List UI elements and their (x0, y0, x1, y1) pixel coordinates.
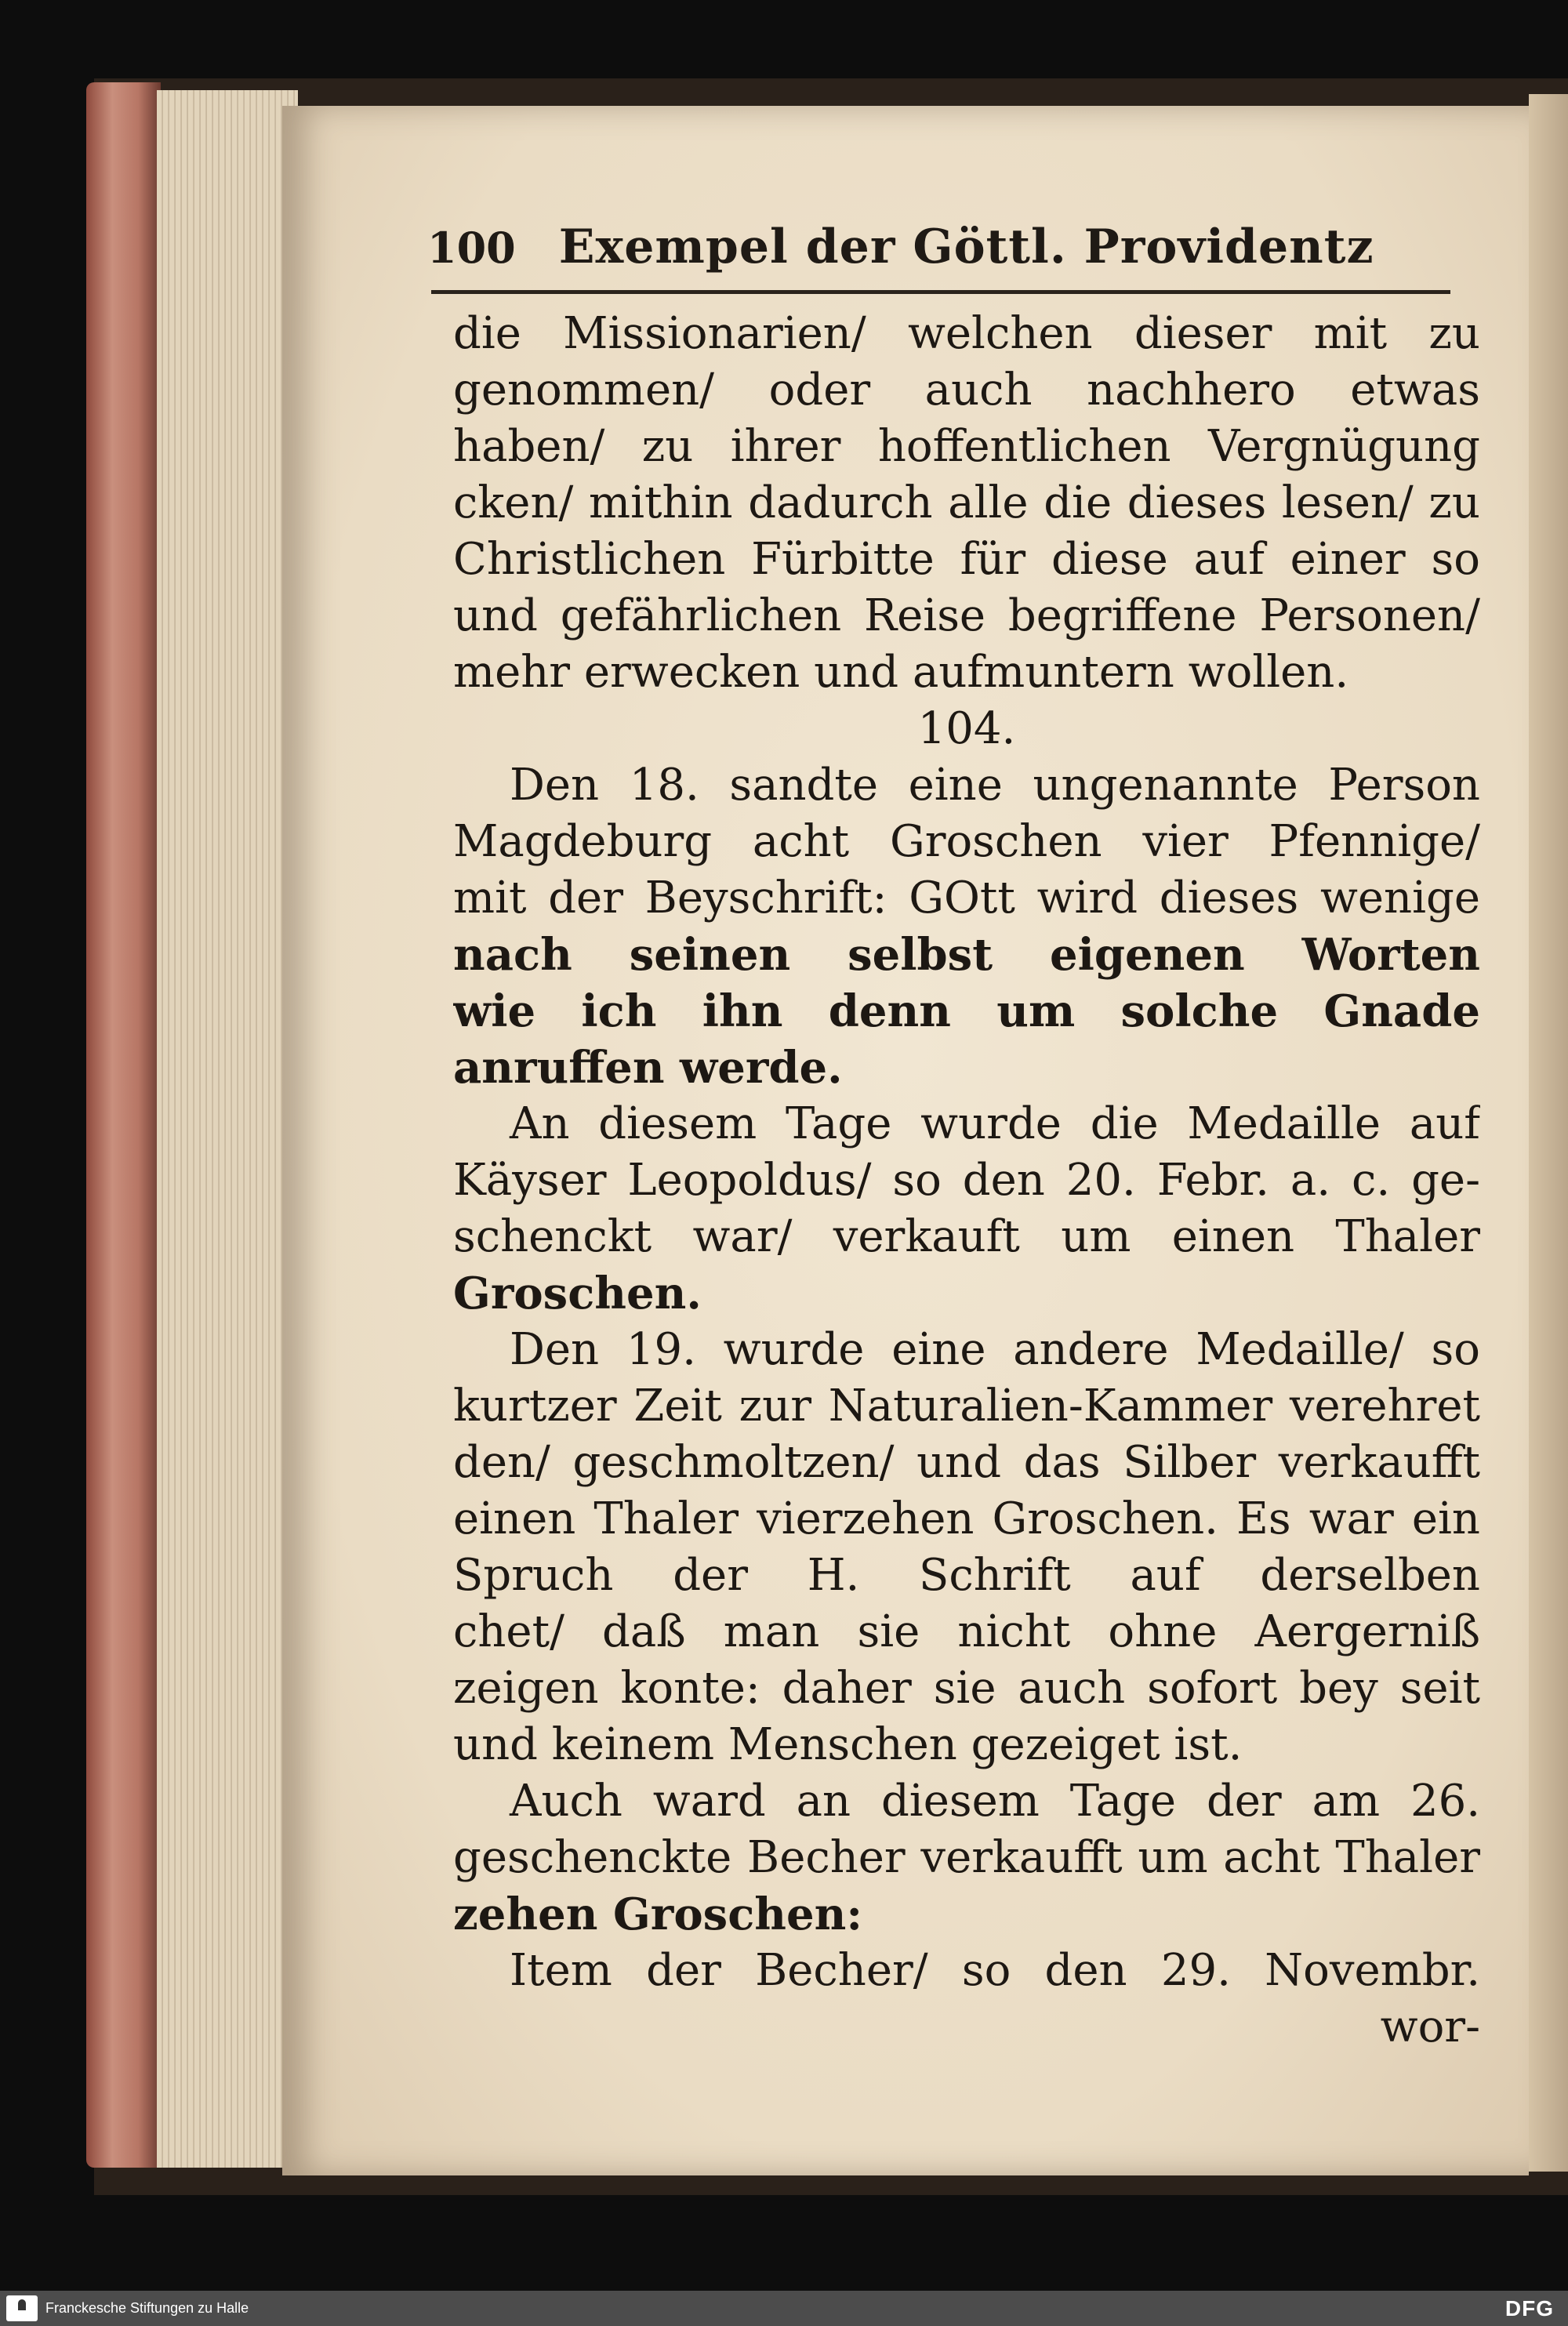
text-line: wor- (1380, 2001, 1480, 2052)
facing-page-edge (1529, 94, 1568, 2172)
text-line: genommen/ oder auch nachhero etwas (453, 365, 1480, 415)
viewer-footer (0, 2291, 1568, 2326)
text-line: zeigen konte: daher sie auch sofort bey seit (453, 1663, 1480, 1714)
text-line: Christlichen Fürbitte für diese auf einer so (453, 534, 1480, 585)
page-number: 100 (427, 223, 516, 273)
text-line: geschenckte Becher verkaufft um acht Thaler (453, 1832, 1480, 1883)
text-line: mit der Beyschrift: GOtt wird dieses wenige (453, 873, 1480, 924)
text-line: 104. (917, 703, 1016, 754)
running-title: Exempel der Göttl. Providentz (558, 220, 1374, 274)
text-line: wie ich ihn denn um solche Gnade (453, 985, 1480, 1037)
text-line: chet/ daß man sie nicht ohne Aergerniß (453, 1606, 1480, 1657)
text-line: und gefährlichen Reise begriffene Personen/ (453, 590, 1480, 641)
text-line: Magdeburg acht Groschen vier Pfennige/ (453, 816, 1480, 867)
body-text (453, 306, 1480, 2056)
header-rule (431, 290, 1450, 294)
text-line: und keinem Menschen gezeiget ist. (453, 1719, 1243, 1770)
text-line: Käyser Leopoldus/ so den 20. Febr. a. c. ge- (453, 1155, 1480, 1206)
text-line: An diesem Tage wurde die Medaille auf (510, 1098, 1480, 1149)
text-line: mehr erwecken und aufmuntern wollen. (453, 647, 1349, 698)
book-cover-edge (86, 82, 161, 2168)
institution-logo-icon (6, 2295, 38, 2321)
text-line: zehen Groschen: (453, 1889, 863, 1940)
text-line: Den 18. sandte eine ungenannte Person (510, 760, 1480, 811)
text-line: Spruch der H. Schrift auf derselben (453, 1550, 1480, 1601)
text-line: Den 19. wurde eine andere Medaille/ so (510, 1324, 1480, 1375)
text-line: haben/ zu ihrer hoffentlichen Vergnügung (453, 421, 1480, 472)
text-line: einen Thaler vierzehen Groschen. Es war ein (453, 1493, 1480, 1544)
text-line: Item der Becher/ so den 29. Novembr. (510, 1945, 1480, 1996)
text-line: anruffen werde. (453, 1042, 843, 1094)
page-header (427, 220, 1462, 290)
page-stack (157, 90, 298, 2168)
institution-name: Franckesche Stiftungen zu Halle (45, 2300, 249, 2316)
text-line: schenckt war/ verkauft um einen Thaler (453, 1211, 1480, 1262)
text-line: Groschen. (453, 1268, 702, 1319)
text-line: cken/ mithin dadurch alle die dieses lesen/ zu (453, 477, 1480, 528)
text-line: die Missionarien/ welchen dieser mit zu (453, 308, 1480, 359)
text-line: nach seinen selbst eigenen Worten (453, 929, 1480, 981)
text-line: Auch ward an diesem Tage der am 26. (510, 1776, 1480, 1827)
text-line: den/ geschmoltzen/ und das Silber verkaufft (453, 1437, 1480, 1488)
text-line: kurtzer Zeit zur Naturalien-Kammer verehret (453, 1381, 1480, 1432)
funder-logo-text: DFG (1504, 2296, 1554, 2321)
